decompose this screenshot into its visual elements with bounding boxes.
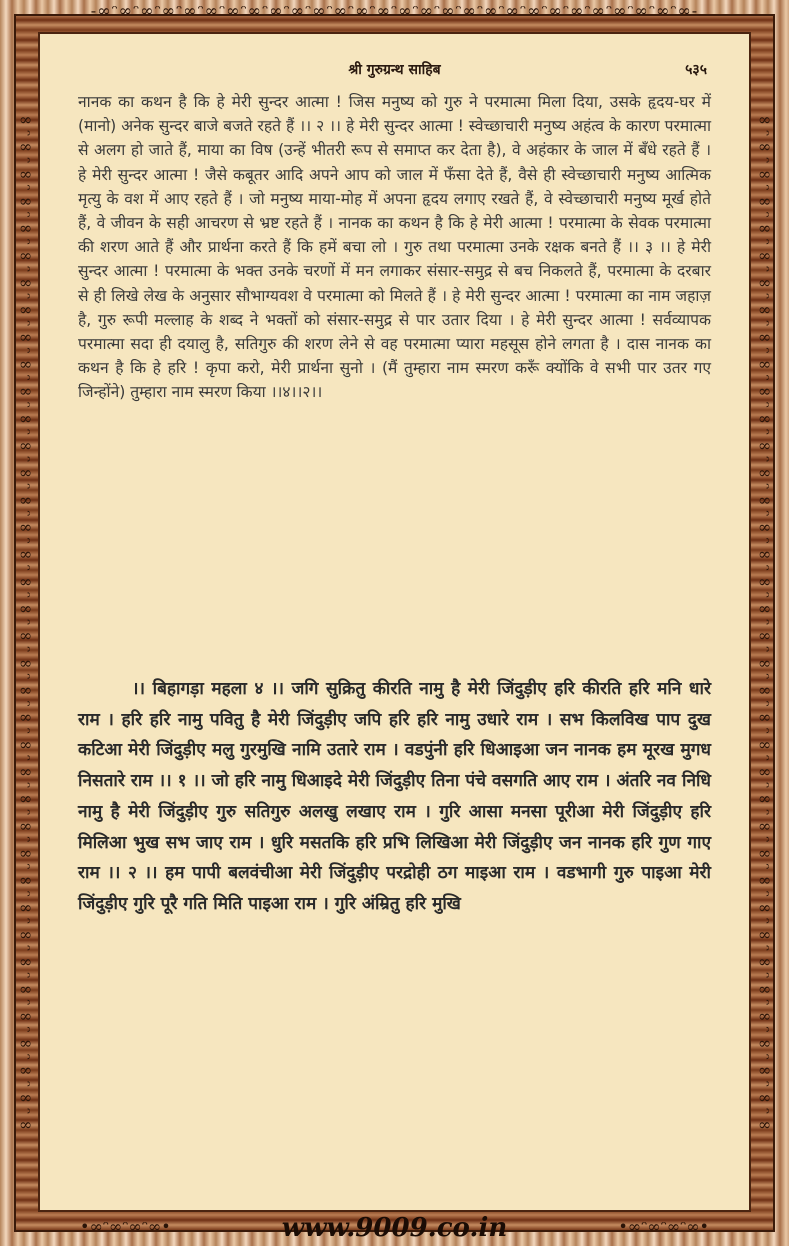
gurbani-text: ।। बिहागड़ा महला ४ ।। जगि सुक्रितु कीरति नामु है मेरी जिंदुड़ीए हरि कीरति हरि मनि धारे राम । हरि हरि नामु पवितु है मेरी जिंदुड़ीए जपि हरि हरि नामु उधारे राम । सभ किलविख पाप दुख कटिआ मेरी जिंदुड़ीए मलु गुरमुखि नामि उतारे राम । वडपुंनी हरि धिआइआ जन नानक हम मूरख मुगध निसतारे राम ।। १ ।। जो हरि नामु धिआइदे मेरी जिंदुड़ीए तिना पंचे वसगति आए राम । अंतरि नव निधि नामु है मेरी जिंदुड़ीए गुरु सतिगुरु अलखु लखाए राम । गुरि आसा मनसा पूरीआ मेरी जिंदुड़ीए हरि मिलिआ भुख सभ जाए राम । धुरि मसतकि हरि प्रभि लिखिआ मेरी जिंदुड़ीए जन नानक हरि गुण गाए राम ।। २ ।। हम पापी बलवंचीआ मेरी जिंदुड़ीए परद्रोही ठग माइआ राम । वडभागी गुरु पाइआ मेरी जिंदुड़ीए गुरि पूरै गति मिति पाइआ राम । गुरि अंम्रितु हरि मुखि [78,679,712,914]
page-header [40,60,749,82]
scripture-page [38,32,751,1212]
footer [0,1212,789,1246]
page-title: श्री गुरुग्रन्थ साहिब [348,62,441,78]
top-ornament: -∞ᵔ∞ᵔ∞ᵔ∞ᵔ∞ᵔ∞ᵔ∞ᵔ∞ᵔ∞ᵔ∞ᵔ∞ᵔ∞ᵔ∞ᵔ∞ᵔ∞ᵔ∞ᵔ∞ᵔ∞ᵔ∞ᵔ∞ᵔ∞ᵔ∞ᵔ∞ᵔ∞ᵔ∞ᵔ∞ᵔ∞ᵔ∞- [90,1,699,20]
left-ornament: ∞ᵔ∞ᵔ∞ᵔ∞ᵔ∞ᵔ∞ᵔ∞ᵔ∞ᵔ∞ᵔ∞ᵔ∞ᵔ∞ᵔ∞ᵔ∞ᵔ∞ᵔ∞ᵔ∞ᵔ∞ᵔ∞ᵔ∞ᵔ∞ᵔ∞ᵔ∞ᵔ∞ᵔ∞ᵔ∞ᵔ∞ᵔ∞ᵔ∞ᵔ∞ᵔ∞ᵔ∞ᵔ∞ᵔ∞ᵔ∞ᵔ∞ᵔ∞ᵔ∞ [16,110,35,1136]
website-url[interactable]: www.9009.co.in [281,1213,508,1243]
hindi-translation-block [78,90,711,405]
right-ornament: ∞ᵔ∞ᵔ∞ᵔ∞ᵔ∞ᵔ∞ᵔ∞ᵔ∞ᵔ∞ᵔ∞ᵔ∞ᵔ∞ᵔ∞ᵔ∞ᵔ∞ᵔ∞ᵔ∞ᵔ∞ᵔ∞ᵔ∞ᵔ∞ᵔ∞ᵔ∞ᵔ∞ᵔ∞ᵔ∞ᵔ∞ᵔ∞ᵔ∞ᵔ∞ᵔ∞ᵔ∞ᵔ∞ᵔ∞ᵔ∞ᵔ∞ᵔ∞ᵔ∞ [755,110,774,1136]
gurbani-block [78,674,711,920]
footer-ornament-right: •∞ᵔ∞ᵔ∞ᵔ∞• [618,1217,709,1236]
translation-text: नानक का कथन है कि हे मेरी सुन्दर आत्मा ! जिस मनुष्य को गुरु ने परमात्मा मिला दिया, उसके हृदय-घर में (मानो) अनेक सुन्दर बाजे बजते रहते हैं ।। २ ।। हे मेरी सुन्दर आत्मा ! स्वेच्छाचारी मनुष्य अहंत्व के कारण परमात्मा से अलग हो जाते हैं, माया का विष (उन्हें भीतरी रूप से समाप्त कर देता है), वे अहंकार के जाल में बँधे रहते हैं । हे मेरी सुन्दर आत्मा ! जैसे कबूतर आदि अपने आप को जाल में फँसा देते हैं, वैसे ही स्वेच्छाचारी मनुष्य आत्मिक मृत्यु के वश में आए रहते हैं । जो मनुष्य माया-मोह में अपना हृदय लगाए रखते हैं, वे स्वेच्छाचारी मनुष्य मूर्ख होते हैं, वे जीवन के सही आचरण से भ्रष्ट रहते हैं । नानक का कथन है कि हे मेरी आत्मा ! परमात्मा के सेवक परमात्मा की शरण आते हैं और प्रार्थना करते हैं कि हमें बचा लो । गुरु तथा परमात्मा उनके रक्षक बनते हैं ।। ३ ।। हे मेरी सुन्दर आत्मा ! परमात्मा के भक्त उनके चरणों में मन लगाकर संसार-समुद्र से बच निकलते हैं, परमात्मा के दरबार से ही लिखे लेख के अनुसार सौभाग्यवश वे परमात्मा को मिलते हैं । हे मेरी सुन्दर आत्मा ! परमात्मा का नाम जहाज़ है, गुरु रूपी मल्लाह के शब्द ने भक्तों को संसार-समुद्र से पार उतार दिया । हे मेरी सुन्दर आत्मा ! सर्वव्यापक परमात्मा सदा ही दयालु है, सतिगुरु की शरण लेने से वह परमात्मा प्यारा महसूस होने लगता है । दास नानक का कथन है कि हे हरि ! कृपा करो, मेरी प्रार्थना सुनो । (मैं तुम्हारा नाम स्मरण करूँ क्योंकि वे सभी पार उतर गए जिन्होंने) तुम्हारा नाम स्मरण किया ।।४।।२।। [78,93,711,402]
page-number: ५३५ [685,62,707,78]
footer-ornament-left: •∞ᵔ∞ᵔ∞ᵔ∞• [80,1217,171,1236]
